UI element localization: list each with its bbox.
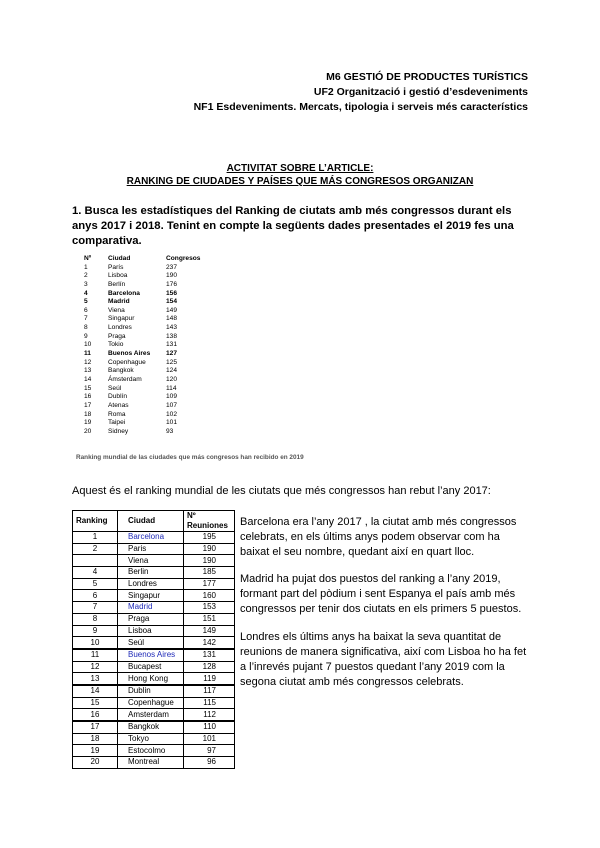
table-row <box>73 745 235 757</box>
ranking-2017-header <box>73 511 235 532</box>
value-cell: 143 <box>166 324 178 332</box>
city-cell: Dublín <box>108 393 128 401</box>
city-cell: Tokyo <box>118 733 184 745</box>
table-row <box>84 333 206 342</box>
table-row <box>84 428 206 437</box>
city-cell: Bucapest <box>118 661 184 673</box>
city-cell: Paris <box>118 543 184 555</box>
city-cell: Barcelona <box>118 532 184 544</box>
value-cell: 101 <box>166 419 178 427</box>
rank-cell: 7 <box>73 602 118 614</box>
city-cell: Seúl <box>108 384 122 392</box>
rank-cell: 6 <box>84 306 88 314</box>
value-cell: 120 <box>166 375 178 383</box>
city-cell: Londres <box>108 324 132 332</box>
city-cell: París <box>108 263 124 271</box>
rank-cell: 13 <box>73 673 118 685</box>
value-cell: 102 <box>166 410 178 418</box>
city-cell: Bangkok <box>118 721 184 733</box>
rank-cell: 10 <box>84 341 92 349</box>
value-cell: 131 <box>184 649 235 661</box>
rank-cell: 2 <box>73 543 118 555</box>
table-row <box>73 602 235 614</box>
value-cell: 127 <box>166 350 178 358</box>
rank-cell: 14 <box>73 685 118 697</box>
table-row <box>84 272 206 281</box>
rank-cell: 6 <box>73 590 118 602</box>
rank-cell: 17 <box>73 721 118 733</box>
city-cell: Buenos Aires <box>108 350 151 358</box>
rank-cell: 15 <box>73 697 118 709</box>
value-cell: 96 <box>184 757 235 769</box>
city-cell: Singapur <box>108 315 135 323</box>
value-cell: 149 <box>184 625 235 637</box>
table-row <box>84 315 206 324</box>
activity-title: ACTIVITAT SOBRE L’ARTICLE: <box>226 163 374 174</box>
value-cell: 110 <box>184 721 235 733</box>
table-row <box>84 307 206 316</box>
city-cell: Dublin <box>118 685 184 697</box>
table-row <box>73 555 235 567</box>
rank-cell: 4 <box>73 567 118 579</box>
table-row <box>73 661 235 673</box>
col-header-city: Ciudad <box>118 511 184 532</box>
table-row <box>73 673 235 685</box>
rank-cell: 5 <box>84 298 88 306</box>
city-cell: Barcelona <box>108 289 140 297</box>
table-row <box>73 578 235 590</box>
value-cell: 97 <box>184 745 235 757</box>
rank-cell <box>73 555 118 567</box>
paragraph-londres: Londres els últims anys ha baixat la seva quantitat de reunions de manera significativa, així com Lisboa ho ha fet a l’inrevés pujant 7 puestos quedant l’any 2019 com la segona ciutat amb més congressos celebrats. <box>240 631 527 688</box>
value-cell: 128 <box>184 661 235 673</box>
paragraph-madrid: Madrid ha pujat dos puestos del ranking a l’any 2019, formant part del pòdium i sent Espanya el país amb més congressos per tenir dos ciutats en els primers 5 puestos. <box>240 573 522 615</box>
value-cell: 160 <box>184 590 235 602</box>
rank-cell: 13 <box>84 367 92 375</box>
value-cell: 148 <box>166 315 178 323</box>
rank-cell: 18 <box>73 733 118 745</box>
value-cell: 153 <box>184 602 235 614</box>
question-1: 1. Busca les estadístiques del Ranking de ciutats amb més congressos durant els anys 2017 i 2018. Tenint en compte la següents dades presentades el 2019 fes una comparativa. <box>72 205 514 247</box>
city-cell: Estocolmo <box>118 745 184 757</box>
value-cell: 101 <box>184 733 235 745</box>
rank-cell: 20 <box>73 757 118 769</box>
city-cell: Praga <box>118 613 184 625</box>
rank-cell: 11 <box>84 350 91 358</box>
col-header-number: Nº <box>84 255 92 262</box>
value-cell: 109 <box>166 393 178 401</box>
city-cell: Madrid <box>118 602 184 614</box>
rank-cell: 20 <box>84 427 92 435</box>
rank-cell: 5 <box>73 578 118 590</box>
city-cell: Ámsterdam <box>108 375 142 383</box>
city-cell: Copenhague <box>118 697 184 709</box>
city-cell: Madrid <box>108 298 130 306</box>
table-row <box>73 613 235 625</box>
city-cell: Hong Kong <box>118 673 184 685</box>
rank-cell: 1 <box>84 263 88 271</box>
rank-cell: 16 <box>73 709 118 721</box>
table-row <box>84 376 206 385</box>
city-cell: Sidney <box>108 427 129 435</box>
value-cell: 107 <box>166 401 178 409</box>
ranking-2019-header <box>84 255 206 264</box>
paragraph-barcelona: Barcelona era l’any 2017 , la ciutat amb més congressos celebrats, en els últims anys podem observar com ha baixat el seu nombre, quedant així en quart lloc. <box>240 516 517 558</box>
city-cell: Amsterdam <box>118 709 184 721</box>
city-cell: Berlin <box>118 567 184 579</box>
table-row <box>73 757 235 769</box>
table-row <box>84 367 206 376</box>
rank-cell: 16 <box>84 393 92 401</box>
table-row <box>73 543 235 555</box>
city-cell: Lisboa <box>118 625 184 637</box>
city-cell: Taipei <box>108 419 126 427</box>
rank-cell: 7 <box>84 315 88 323</box>
rank-cell: 9 <box>84 332 88 340</box>
table-row <box>84 341 206 350</box>
value-cell: 142 <box>184 637 235 649</box>
city-cell: Londres <box>118 578 184 590</box>
value-cell: 93 <box>166 427 174 435</box>
rank-cell: 11 <box>73 649 118 661</box>
value-cell: 185 <box>184 567 235 579</box>
city-cell: Copenhague <box>108 358 146 366</box>
rank-cell: 8 <box>73 613 118 625</box>
table-row <box>73 590 235 602</box>
rank-cell: 12 <box>84 358 92 366</box>
rank-cell: 17 <box>84 401 92 409</box>
table-row <box>84 402 206 411</box>
city-cell: Singapur <box>118 590 184 602</box>
value-cell: 119 <box>184 673 235 685</box>
rank-cell: 10 <box>73 637 118 649</box>
value-cell: 131 <box>166 341 178 349</box>
activity-subtitle: RANKING DE CIUDADES Y PAÍSES QUE MÁS CONGRESOS ORGANIZAN <box>126 176 474 187</box>
value-cell: 114 <box>166 384 177 392</box>
table-row <box>73 567 235 579</box>
table-row <box>73 709 235 721</box>
value-cell: 190 <box>166 272 178 280</box>
table-row <box>73 625 235 637</box>
table-row <box>84 298 206 307</box>
rank-cell: 14 <box>84 375 92 383</box>
city-cell: Buenos Aires <box>118 649 184 661</box>
table-row <box>84 264 206 273</box>
table-row <box>73 733 235 745</box>
value-cell: 151 <box>184 613 235 625</box>
intro-2017: Aquest és el ranking mundial de les ciutats que més congressos han rebut l’any 2017: <box>72 485 491 497</box>
table-row <box>84 350 206 359</box>
table-row <box>84 290 206 299</box>
col-header-city: Ciudad <box>108 255 131 262</box>
ranking-2017-table <box>72 510 235 769</box>
header-line-2: UF2 Organització i gestió d’esdeveniments <box>313 86 528 98</box>
table-row <box>73 649 235 661</box>
city-cell: Praga <box>108 332 126 340</box>
city-cell: Tokio <box>108 341 124 349</box>
city-cell: Bangkok <box>108 367 134 375</box>
value-cell: 112 <box>184 709 235 721</box>
rank-cell: 12 <box>73 661 118 673</box>
ranking-2019-table <box>84 255 206 436</box>
city-cell: Atenas <box>108 401 129 409</box>
value-cell: 177 <box>184 578 235 590</box>
value-cell: 125 <box>166 358 178 366</box>
value-cell: 237 <box>166 263 178 271</box>
rank-cell: 18 <box>84 410 92 418</box>
table-row <box>73 637 235 649</box>
col-header-meetings: Nº Reuniones <box>184 511 235 532</box>
table-row <box>84 411 206 420</box>
city-cell: Roma <box>108 410 126 418</box>
value-cell: 190 <box>184 555 235 567</box>
city-cell: Viena <box>108 306 125 314</box>
table-row <box>84 393 206 402</box>
table-row <box>73 532 235 544</box>
rank-cell: 15 <box>84 384 92 392</box>
table-row <box>73 721 235 733</box>
value-cell: 124 <box>166 367 178 375</box>
table-row <box>84 359 206 368</box>
header-line-1: M6 GESTIÓ DE PRODUCTES TURÍSTICS <box>326 71 528 83</box>
rank-cell: 3 <box>84 280 88 288</box>
city-cell: Seúl <box>118 637 184 649</box>
city-cell: Berlín <box>108 280 126 288</box>
table-row <box>73 685 235 697</box>
rank-cell: 8 <box>84 324 88 332</box>
rank-cell: 4 <box>84 289 88 297</box>
table-row <box>84 324 206 333</box>
table-row <box>73 697 235 709</box>
value-cell: 115 <box>184 697 235 709</box>
value-cell: 138 <box>166 332 178 340</box>
city-cell: Montreal <box>118 757 184 769</box>
value-cell: 154 <box>166 298 178 306</box>
rank-cell: 2 <box>84 272 88 280</box>
table-row <box>84 281 206 290</box>
value-cell: 149 <box>166 306 178 314</box>
value-cell: 117 <box>184 685 235 697</box>
rank-cell: 9 <box>73 625 118 637</box>
city-cell: Lisboa <box>108 272 128 280</box>
col-header-ranking: Ranking <box>73 511 118 532</box>
header-line-3: NF1 Esdeveniments. Mercats, tipologia i serveis més característics <box>193 101 528 113</box>
rank-cell: 19 <box>73 745 118 757</box>
value-cell: 190 <box>184 543 235 555</box>
table-row <box>84 419 206 428</box>
col-header-congresses: Congresos <box>166 255 201 262</box>
rank-cell: 19 <box>84 419 92 427</box>
rank-cell: 1 <box>73 532 118 544</box>
value-cell: 195 <box>184 532 235 544</box>
ranking-2019-caption: Ranking mundial de las ciudades que más congresos han recibido en 2019 <box>76 454 304 461</box>
table-row <box>84 385 206 394</box>
city-cell: Viena <box>118 555 184 567</box>
value-cell: 156 <box>166 289 178 297</box>
value-cell: 176 <box>166 280 178 288</box>
